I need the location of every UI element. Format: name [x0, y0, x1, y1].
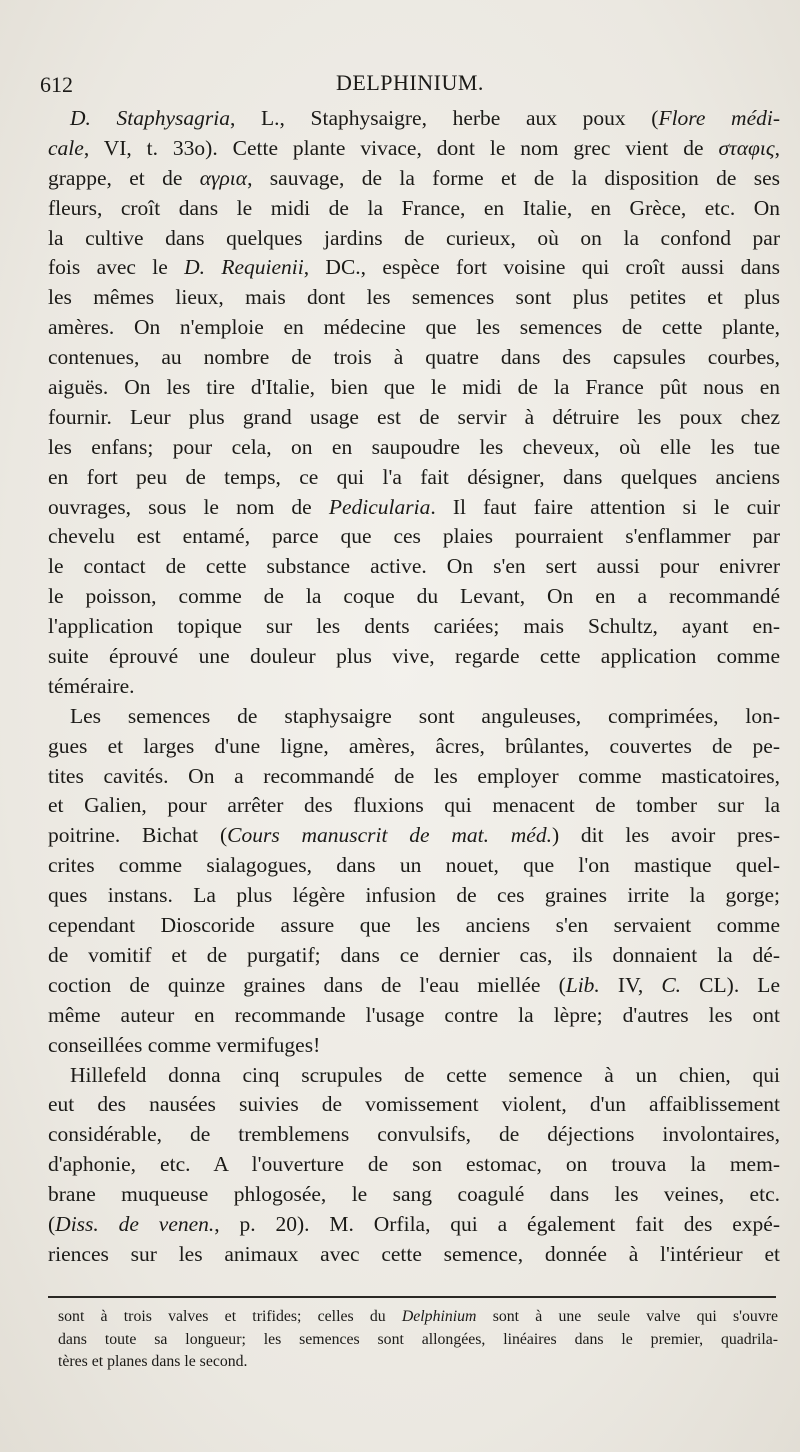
footnote-line: dans toute sa longueur; les semences sont allongées, linéaires dans le premier, quadrila-	[58, 1330, 778, 1348]
text-line: fleurs, croît dans le midi de la France, en Italie, en Grèce, etc. On	[48, 195, 780, 220]
text-line: poitrine. Bichat (Cours manuscrit de mat. méd.) dit les avoir pres-	[48, 823, 780, 848]
text-line: conseillées comme vermifuges!	[48, 1032, 321, 1057]
text-line: le poisson, comme de la coque du Levant, On en a recommandé	[48, 584, 780, 609]
text-line: et Galien, pour arrêter des fluxions qui menacent de tomber sur la	[48, 793, 780, 818]
text-line: chevelu est entamé, parce que ces plaies pourraient s'enflammer par	[48, 524, 780, 549]
page-number: 612	[40, 72, 73, 97]
text-line: contenues, au nombre de trois à quatre dans des capsules courbes,	[48, 345, 780, 370]
text-line: crites comme sialagogues, dans un nouet, que l'on mastique quel-	[48, 853, 780, 878]
text-line: l'application topique sur les dents cariées; mais Schultz, ayant en-	[48, 614, 780, 639]
footnote-block	[58, 1306, 778, 1374]
text-line: même auteur en recommande l'usage contre la lèpre; d'autres les ont	[48, 1002, 780, 1027]
main-text-block	[48, 104, 780, 1270]
text-line: suite éprouvé une douleur plus vive, regarde cette application comme	[48, 644, 780, 669]
text-line: considérable, de tremblemens convulsifs, de déjections involontaires,	[48, 1122, 780, 1147]
text-line: aiguës. On les tire d'Italie, bien que le midi de la France pût nous en	[48, 375, 780, 400]
text-line: (Diss. de venen., p. 20). M. Orfila, qui a également fait des expé-	[48, 1211, 780, 1236]
text-line: Hillefeld donna cinq scrupules de cette semence à un chien, qui	[70, 1062, 780, 1087]
text-line: amères. On n'emploie en médecine que les semences de cette plante,	[48, 315, 780, 340]
text-line: d'aphonie, etc. A l'ouverture de son estomac, on trouva la mem-	[48, 1152, 780, 1177]
text-line: coction de quinze graines dans de l'eau miellée (Lib. IV, C. CL). Le	[48, 972, 780, 997]
text-line: cependant Dioscoride assure que les anciens s'en servaient comme	[48, 913, 780, 938]
text-line: Les semences de staphysaigre sont anguleuses, comprimées, lon-	[70, 703, 780, 728]
page-header	[40, 66, 780, 102]
text-line: la cultive dans quelques jardins de curieux, où on la confond par	[48, 225, 780, 250]
text-line: tites cavités. On a recommandé de les employer comme masticatoires,	[48, 763, 780, 788]
text-line: grappe, et de αγρια, sauvage, de la forme et de la disposition de ses	[48, 165, 780, 190]
text-line: de vomitif et de purgatif; dans ce dernier cas, ils donnaient la dé-	[48, 942, 780, 967]
text-line: D. Staphysagria, L., Staphysaigre, herbe aux poux (Flore médi-	[70, 106, 781, 130]
text-line: brane muqueuse phlogosée, le sang coagulé dans les veines, etc.	[48, 1182, 780, 1207]
text-line: le contact de cette substance active. On s'en sert aussi pour enivrer	[48, 554, 780, 579]
footnote-divider	[48, 1296, 776, 1298]
text-line: riences sur les animaux avec cette semence, donnée à l'intérieur et	[48, 1241, 780, 1266]
text-line: gues et larges d'une ligne, amères, âcres, brûlantes, couvertes de pe-	[48, 733, 780, 758]
text-line: en fort peu de temps, ce qui l'a fait désigner, dans quelques anciens	[48, 464, 780, 489]
text-line: les enfans; pour cela, on en saupoudre les cheveux, où elle les tue	[48, 434, 780, 459]
footnote-line: tères et planes dans le second.	[58, 1353, 248, 1370]
text-line: fournir. Leur plus grand usage est de servir à détruire les poux chez	[48, 404, 780, 429]
text-line: les mêmes lieux, mais dont les semences sont plus petites et plus	[48, 285, 780, 310]
text-line: ouvrages, sous le nom de Pedicularia. Il faut faire attention si le cuir	[48, 494, 780, 519]
text-line: cale, VI, t. 33o). Cette plante vivace, dont le nom grec vient de σταφις,	[48, 135, 780, 160]
running-head: DELPHINIUM.	[336, 70, 484, 95]
text-line: eut des nausées suivies de vomissement violent, d'un affaiblissement	[48, 1092, 780, 1117]
text-line: ques instans. La plus légère infusion de ces graines irrite la gorge;	[48, 883, 780, 908]
text-line: fois avec le D. Requienii, DC., espèce fort voisine qui croît aussi dans	[48, 255, 780, 280]
text-line: téméraire.	[48, 673, 135, 698]
footnote-line: sont à trois valves et trifides; celles du Delphinium sont à une seule valve qui s'ouvre	[58, 1308, 778, 1325]
